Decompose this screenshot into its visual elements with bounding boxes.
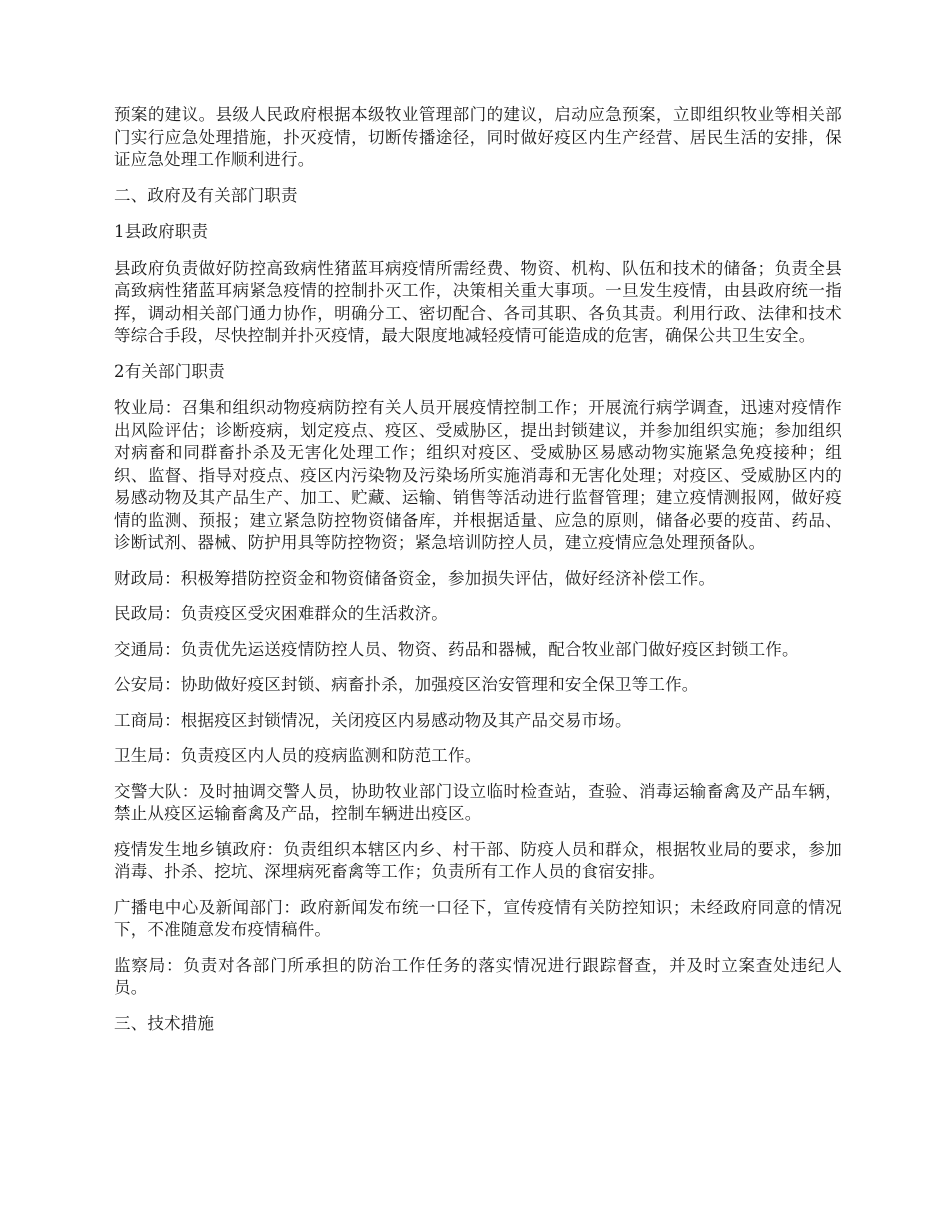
paragraph-finance: 财政局：积极筹措防控资金和物资储备资金，参加损失评估，做好经济补偿工作。	[114, 568, 716, 588]
paragraph-intro: 预案的建议。县级人民政府根据本级牧业管理部门的建议，启动应急预案，立即组织牧业等相关部门实行应急处理措施，扑灭疫情，切断传播途径，同时做好疫区内生产经营、居民生活的安排，保证应急处理工作顺利进行。	[114, 105, 842, 169]
paragraph-animal-husbandry: 牧业局：召集和组织动物疫病防控有关人员开展疫情控制工作；开展流行病学调查，迅速对疫情作出风险评估；诊断疫病，划定疫点、疫区、受威胁区，提出封锁建议，并参加组织实施；参加组织对病畜和同群畜扑杀及无害化处理工作；组织对疫区、受威胁区易感动物实施紧急免疫接种；组织、监督、指导对疫点、疫区内污染物及污染场所实施消毒和无害化处理；对疫区、受威胁区内的易感动物及其产品生产、加工、贮藏、运输、销售等活动进行监督管理；建立疫情测报网，做好疫情的监测、预报；建立紧急防控物资储备库，并根据适量、应急的原则，储备必要的疫苗、药品、诊断试剂、器械、防护用具等防控物资；紧急培训防控人员，建立疫情应急处理预备队。	[114, 398, 842, 552]
paragraph-township: 疫情发生地乡镇政府：负责组织本辖区内乡、村干部、防疫人员和群众，根据牧业局的要求，参加消毒、扑杀、挖坑、深埋病死畜禽等工作；负责所有工作人员的食宿安排。	[114, 839, 842, 881]
paragraph-supervision: 监察局：负责对各部门所承担的防治工作任务的落实情况进行跟踪督查，并及时立案查处违纪人员。	[114, 955, 842, 997]
paragraph-transport: 交通局：负责优先运送疫情防控人员、物资、药品和器械，配合牧业部门做好疫区封锁工作。	[114, 639, 799, 659]
paragraph-civil-affairs: 民政局：负责疫区受灾困难群众的生活救济。	[114, 604, 448, 623]
paragraph-health: 卫生局：负责疫区内人员的疫病监测和防范工作。	[114, 746, 482, 765]
document-page	[114, 104, 842, 1049]
subsection-heading-county: 1县政府职责	[114, 222, 209, 241]
section-heading-technical: 三、技术措施	[114, 1013, 215, 1033]
paragraph-county-duties: 县政府负责做好防控高致病性猪蓝耳病疫情所需经费、物资、机构、队伍和技术的储备；负责全县高致病性猪蓝耳病紧急疫情的控制扑灭工作，决策相关重大事项。一旦发生疫情，由县政府统一指挥，调动相关部门通力协作，明确分工、密切配合、各司其职、各负其责。利用行政、法律和技术等综合手段，尽快控制并扑灭疫情，最大限度地减轻疫情可能造成的危害，确保公共卫生安全。	[114, 258, 842, 345]
section-heading-responsibilities: 二、政府及有关部门职责	[114, 185, 298, 205]
paragraph-public-security: 公安局：协助做好疫区封锁、病畜扑杀，加强疫区治安管理和安全保卫等工作。	[114, 675, 699, 694]
subsection-heading-departments: 2有关部门职责	[114, 361, 225, 381]
paragraph-traffic-police: 交警大队：及时抽调交警人员，协助牧业部门设立临时检查站，查验、消毒运输畜禽及产品车辆，禁止从疫区运输畜禽及产品，控制车辆进出疫区。	[114, 781, 842, 823]
paragraph-media: 广播电中心及新闻部门：政府新闻发布统一口径下，宣传疫情有关防控知识；未经政府同意的情况下，不准随意发布疫情稿件。	[114, 897, 842, 939]
paragraph-commerce: 工商局：根据疫区封锁情况，关闭疫区内易感动物及其产品交易市场。	[114, 710, 632, 730]
